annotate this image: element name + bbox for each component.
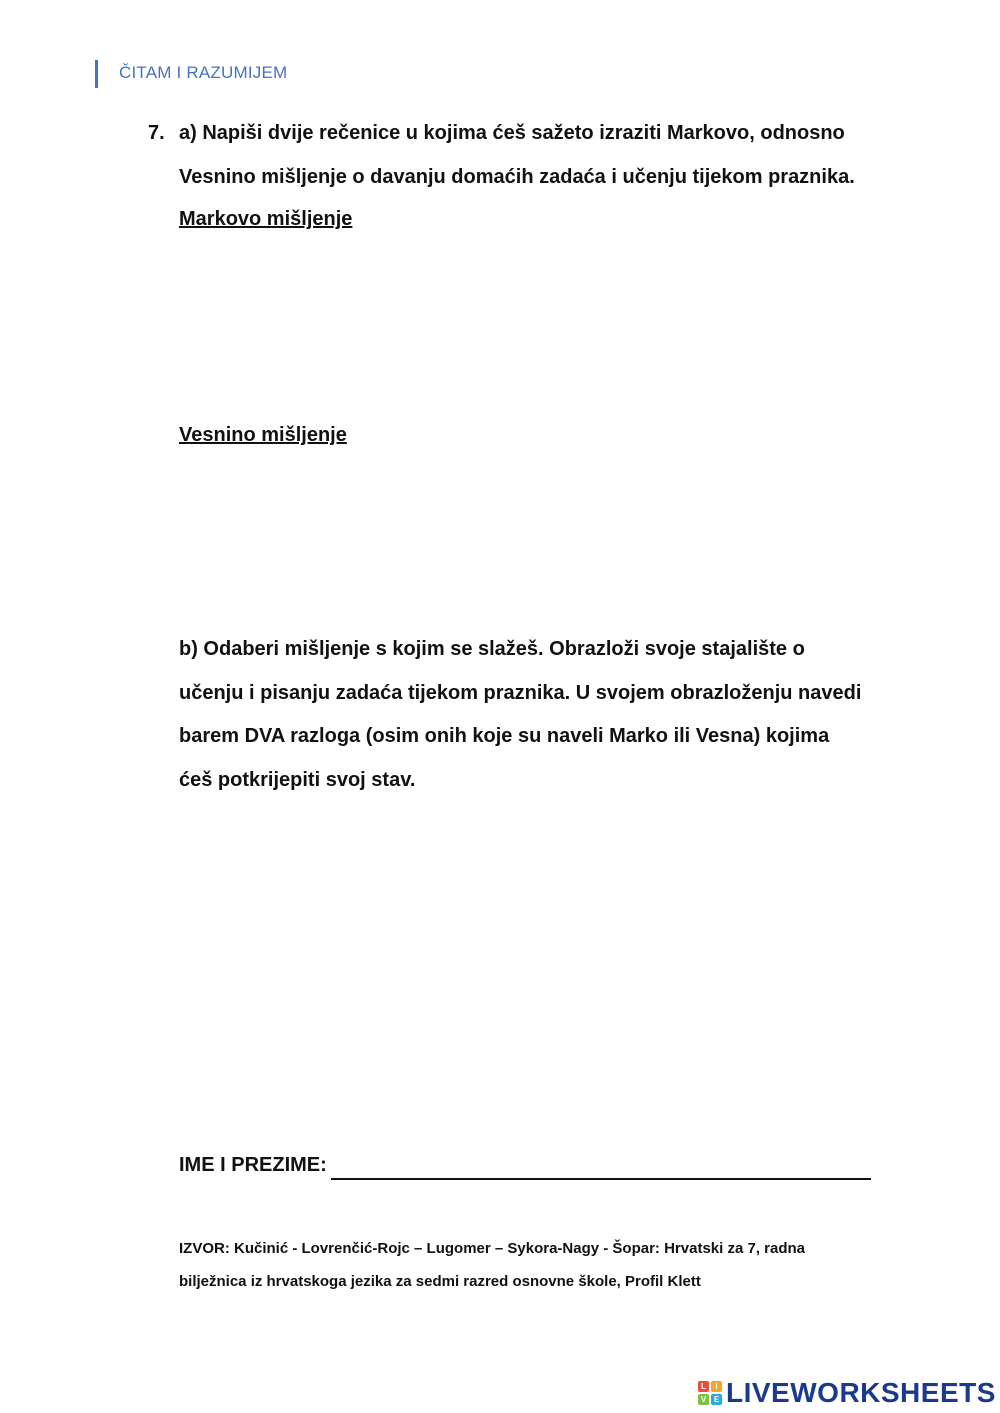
logo-block-i: I [711,1381,722,1392]
question-a-line-1: a) Napiši dvije rečenice u kojima ćeš sažeto izraziti Markovo, odnosno [179,122,845,144]
source-line-1: IZVOR: Kučinić - Lovrenčić-Rojc – Lugomer – Sykora-Nagy - Šopar: Hrvatski za 7, radna [179,1240,806,1257]
logo-text: LIVEWORKSHEETS [726,1377,996,1408]
name-input[interactable] [331,1150,871,1178]
logo-block-v: V [698,1394,709,1405]
name-underline [331,1178,871,1180]
part-b-answer-area[interactable] [179,805,879,1135]
page-header-title: ČITAM I RAZUMIJEM [119,63,288,82]
marko-opinion-heading: Markovo mišljenje [179,208,353,230]
logo-block-l: L [698,1381,709,1392]
question-a-line-2: Vesnino mišljenje o davanju domaćih zadaća i učenju tijekom praznika. [179,166,855,188]
vesna-opinion-heading: Vesnino mišljenje [179,424,347,446]
header-accent-bar [95,60,98,88]
liveworksheets-logo [698,1376,996,1410]
question-b-line-2: učenju i pisanju zadaća tijekom praznika. U svojem obrazloženju navedi [179,682,862,704]
question-b-line-3: barem DVA razloga (osim onih koje su naveli Marko ili Vesna) kojima [179,725,830,747]
marko-opinion-answer-area[interactable] [179,240,879,410]
question-number: 7. [148,122,165,144]
logo-block-e: E [711,1394,722,1405]
source-line-2: bilježnica iz hrvatskoga jezika za sedmi razred osnovne škole, Profil Klett [179,1273,701,1290]
name-label: IME I PREZIME: [179,1154,327,1176]
logo-blocks-icon [698,1381,722,1405]
vesna-opinion-answer-area[interactable] [179,456,879,626]
question-b-line-1: b) Odaberi mišljenje s kojim se slažeš. Obrazloži svoje stajalište o [179,638,805,660]
question-b-line-4: ćeš potkrijepiti svoj stav. [179,769,416,791]
